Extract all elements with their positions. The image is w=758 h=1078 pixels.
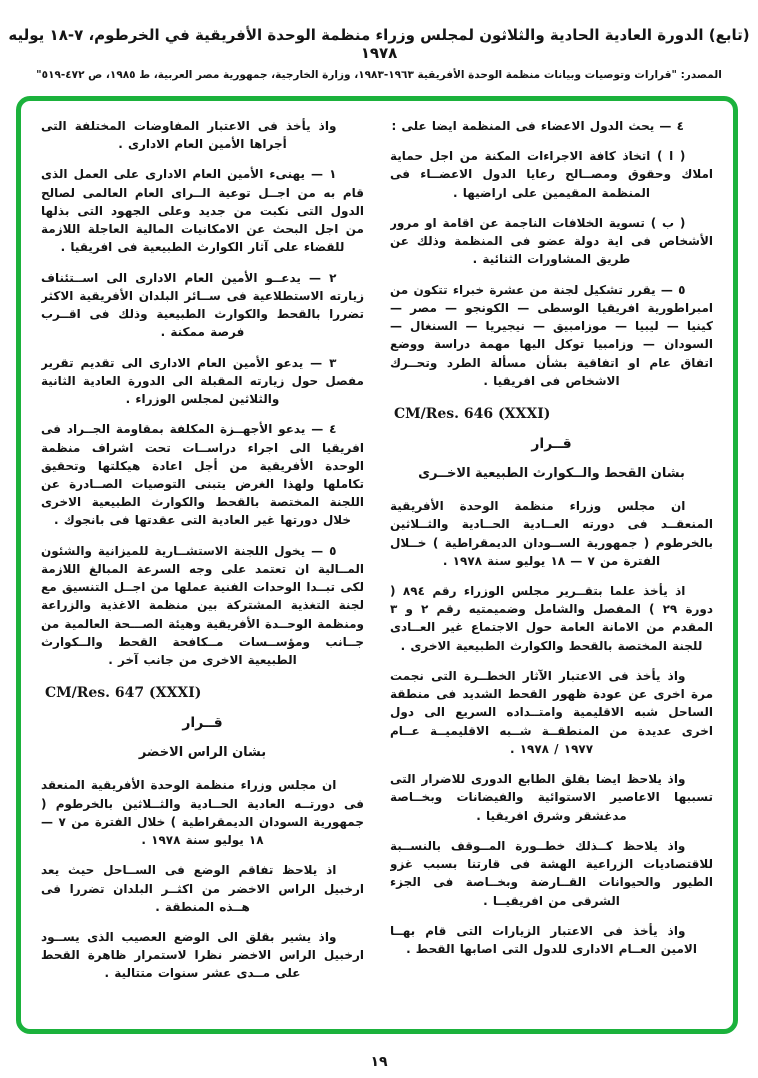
two-column-text-area bbox=[21, 101, 733, 1029]
header-source-line: المصدر: "قرارات وتوصيات وبيانات منظمة الوحدة الأفريقية ١٩٦٣-١٩٨٣، وزارة الخارجية، جمهورية مصر العربية، ط ١٩٨٥، ص ٤٧٢-٥١٩" bbox=[36, 69, 722, 81]
paragraph: ٤ — يدعو الأجهــزة المكلفة بمقاومة الجــراد فى افريقيا الى اجراء دراســات تحت اشراف منظمة الوحدة الأفريقية من أجل اعادة هيكلتها وتحقيق تكاملها ولهذا الغرض يتبنى التوصيات الصــادرة عن اللجنة المختصة بالقحط والكوارث الطبيعية الاخرى خلال دورتها غير العادية التى عقدتها فى بانجوك . bbox=[41, 422, 364, 528]
paragraph: ان مجلس وزراء منظمة الوحدة الأفريقية المنعقــد فى دورته العــادية الحــادية والثــلاثين بالخرطوم ( جمهورية الســودان الديمقراطية ) خــلال الفترة من ٧ — ١٨ يوليو سنة ١٩٧٨ . bbox=[390, 499, 713, 568]
page-header bbox=[0, 26, 758, 81]
paragraph: ( ا ) اتخاذ كافة الاجراءات المكنة من اجل حماية املاك وحقوق ومصــالح رعايا الدول الاعضــاء فى المنظمة المقيمين على اراضيها . bbox=[390, 149, 713, 200]
paragraph: ٤ — يحث الدول الاعضاء فى المنظمة ايضا على : bbox=[391, 119, 684, 133]
paragraph: ان مجلس وزراء منظمة الوحدة الأفريقية المنعقد فى دورتــه العادية الحــادية والثــلاثين بالخرطوم ( جمهورية السودان الديمقراطية ) خلال الفترة من ٧ — ١٨ يوليو سنة ١٩٧٨ . bbox=[41, 778, 364, 848]
paragraph: واذ يشير بقلق الى الوضع العصيب الذى يســود ارخبيل الراس الاخضر نظرا لاستمرار ظاهرة القحط على مــدى عشر سنوات متتالية . bbox=[41, 929, 364, 981]
paragraph: واذ يأخذ فى الاعتبار الزيارات التى قام بهــا الامين العــام الادارى للدول التى اصابها القحط . bbox=[390, 923, 697, 956]
column-right bbox=[390, 117, 713, 1019]
green-border-frame bbox=[16, 96, 738, 1034]
paragraph: واذ يأخذ فى الاعتبار الآثار الخطــرة التى نجمت مرة اخرى عن عودة ظهور القحط الشديد فى منطقة الساحل شبه الاقليمية وامتــداده السريع الى دول اخرى عديدة من المنطقــة شــبه الاقليميــة عــام ١٩٧٧ / ١٩٧٨ . bbox=[390, 668, 713, 756]
header-session-title: (تابع) الدورة العادية الحادية والثلاثون لمجلس وزراء منظمة الوحدة الأفريقية في الخرطوم، ٧-١٨ يوليه ١٩٧٨ bbox=[8, 26, 750, 62]
resolution-number: CM/Res. 646 (XXXI) bbox=[394, 406, 551, 423]
decision-subject: بشان الراس الاخضر bbox=[138, 745, 267, 761]
paragraph: ٥ — يقرر تشكيل لجنة من عشرة خبراء تتكون من امبراطورية افريقيا الوسطى — الكونجو — مصر — كينيا — ليبيا — موزامبيق — نيجيريا — السنغال — السودان — وزامبيا توكل اليها مهمة دراسة ووضع اتفاق عام او اتفاقية بشأن مسألة الطرد وتحــرك الاشخاص فى افريقيا . bbox=[390, 282, 713, 388]
paragraph: واذ يلاحظ كــذلك خطــورة المــوقف بالنســبة للاقتصاديات الزراعية الهشة فى قارتنا بسبب غزو الطيور والحيوانات القــارضة وبخــاصة فى الجزء الشرقى من افريقيــا . bbox=[390, 838, 713, 908]
decision-subject: بشان القحط والــكوارث الطبيعية الاخــرى bbox=[418, 466, 685, 482]
paragraph: ٣ — يدعو الأمين العام الادارى الى تقديم تقرير مفصل حول زيارته المقبلة الى الدورة العادية الثانية والثلاثين لمجلس الوزراء . bbox=[41, 355, 364, 407]
paragraph: ١ — يهنىء الأمين العام الادارى على العمل الذى قام به من اجــل توعية الــراى العام العالمى لصالح الدول التى نكبت من جديد وعلى الجهود التى بذلها من اجل البحث عن الامكانيات المالية العاجلة اللازمة للقضاء على آثار الكوارث الطبيعية فى افريقيا . bbox=[41, 167, 364, 255]
paragraph: واذ يأخذ فى الاعتبار المفاوضات المختلفة التى أجراها الأمين العام الادارى . bbox=[41, 119, 337, 152]
decision-heading: قــرار bbox=[531, 436, 572, 453]
paragraph: ٥ — يخول اللجنة الاستشــارية للميزانية والشئون المــالية ان تعتمد على وجه السرعة المبالغ اللازمة لكى تبــدا الوحدات الفنية عملها من اجــل التنسيق مع لجنة التغذية المشتركة بين منظمة الاغذية والزراعة ومنظمة الوحــدة الأفريقية وهيئة الصـــحة العالمية من جــانب ومؤســسات مــكافحة القحط والــكوارث الطبيعية الاخرى من جانب آخر . bbox=[41, 543, 364, 668]
paragraph: ٢ — يدعــو الأمين العام الادارى الى اســتئناف زيارته الاستطلاعية فى ســائر البلدان الأفريقية الاكثر تضررا بالقحط والكوارث الطبيعية وذلك فى اقــرب فرصة ممكنة . bbox=[41, 270, 364, 340]
decision-heading: قــرار bbox=[182, 715, 223, 732]
resolution-number: CM/Res. 647 (XXXI) bbox=[45, 685, 202, 702]
paragraph: واذ يلاحظ ايضا بقلق الطابع الدورى للاضرار التى تسببها الاعاصير الاستوائية والفيضانات وبخــاصة مدغشقر وشرق افريقيا . bbox=[390, 772, 713, 823]
paragraph: اذ يأخذ علما بتقــرير مجلس الوزراء رقم ٨٩٤ ( دورة ٢٩ ) المفصل والشامل وضميمتيه رقم ٢ و ٣ المقدم من الامانة العامة حول الاجتماع غير العــادى للجنة المختصة بالقحط والكوارث الطبيعية الاخرى . bbox=[390, 583, 713, 653]
page-number: ١٩ bbox=[370, 1054, 388, 1070]
paragraph: اذ يلاحظ تفاقم الوضع فى الســاحل حيث يعد ارخبيل الراس الاخضر من اكثــر البلدان تضررا فى هــذه المنطقة . bbox=[41, 863, 364, 914]
column-left bbox=[41, 117, 364, 1019]
paragraph: ( ب ) تسوية الخلافات الناجمة عن اقامة او مرور الأشخاص فى اية دولة عضو فى المنظمة وذلك عن طريق المشاورات الثنائية . bbox=[390, 215, 713, 267]
